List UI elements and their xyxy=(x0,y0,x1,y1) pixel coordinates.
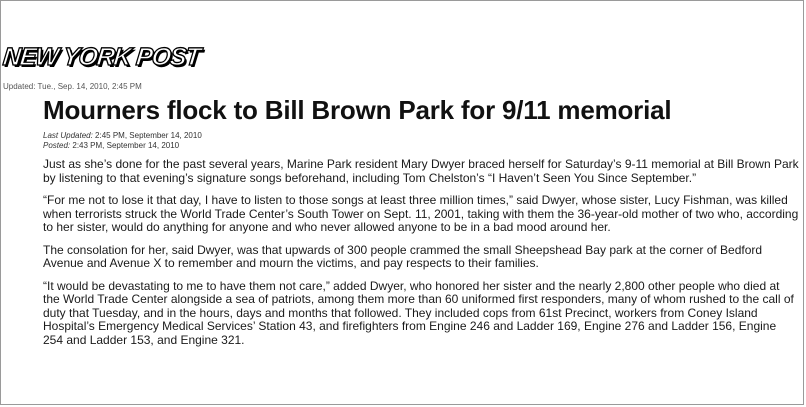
article-paragraph: Just as she’s done for the past several years, Marine Park resident Mary Dwyer braced herself for Saturday’s 9-11 memorial at Bill Brown Park by listening to that evening’s signature songs beforehand, including Tom Chelston’s “I Haven’t Seen You Since September.” xyxy=(43,157,799,185)
last-updated-label: Last Updated: xyxy=(43,131,93,140)
last-updated-value: 2:45 PM, September 14, 2010 xyxy=(95,131,202,140)
last-updated-line xyxy=(43,132,202,140)
article-body xyxy=(43,158,799,356)
article-paragraph: The consolation for her, said Dwyer, was that upwards of 300 people crammed the small Sheepshead Bay park at the corner of Bedford Avenue and Avenue X to remember and mourn the victims, and pay respects to their families. xyxy=(43,242,763,270)
posted-value: 2:43 PM, September 14, 2010 xyxy=(72,141,180,150)
article-paragraph: “It would be devastating to me to have them not care,” added Dwyer, who honored her sister and the nearly 2,800 other people who died at the World Trade Center alongside a sea of patriots, among them more than 60 uniformed first responders, many of whom rushed to the call of duty that Tuesday, and in the hours, days and months that followed. They included cops from 61st Precinct, workers from Coney Island Hospital’s Emergency Medical Services’ Station 43, and firefighters from Engine 246 and Ladder 169, Engine 276 and Ladder 156, Engine 254 and Ladder 153, and Engine 321. xyxy=(43,278,794,347)
new-york-post-logo[interactable]: NEW YORK POST xyxy=(1,43,201,71)
article-paragraph: “For me not to lose it that day, I have to listen to those songs at least three million times,” said Dwyer, whose sister, Lucy Fishman, was killed when terrorists struck the World Trade Center’s South Tower on Sept. 11, 2001, taking with them the 36-year-old mother of two who, according to her sister, would do anything for anyone and who never allowed anyone to be in a bad mood around her. xyxy=(43,193,799,234)
article-headline: Mourners flock to Bill Brown Park for 9/11 memorial xyxy=(43,95,672,125)
posted-label: Posted: xyxy=(43,141,71,150)
updated-timestamp: Updated: Tue., Sep. 14, 2010, 2:45 PM xyxy=(3,82,142,91)
posted-line xyxy=(43,142,179,150)
